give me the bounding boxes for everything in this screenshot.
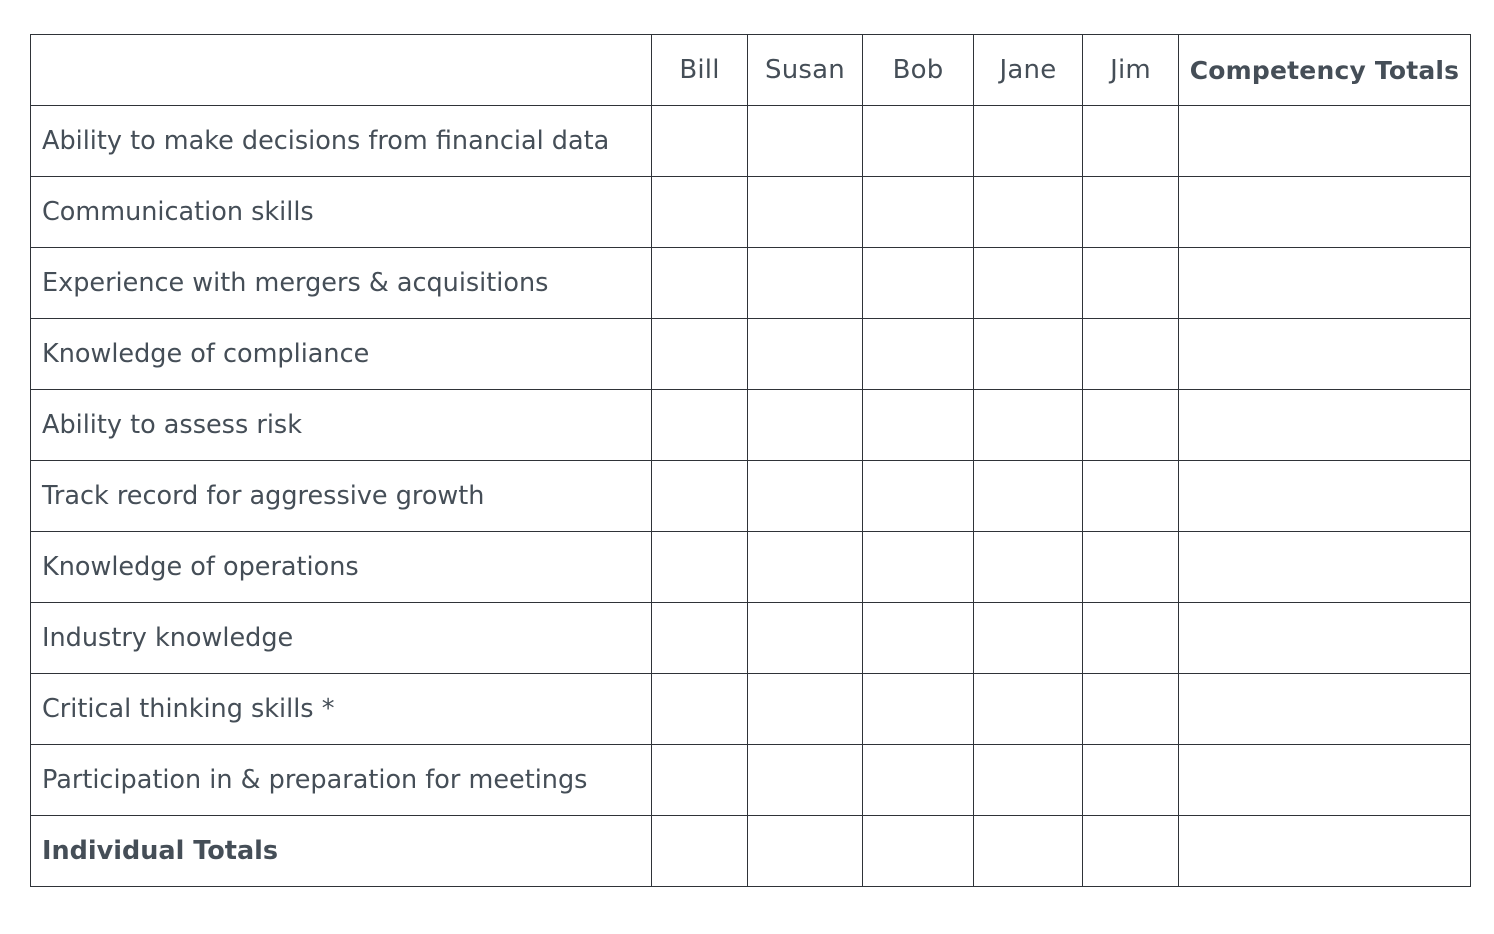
- score-cell: [1083, 461, 1179, 532]
- score-cell: [1083, 106, 1179, 177]
- score-cell: [652, 461, 748, 532]
- score-cell: [652, 532, 748, 603]
- total-cell: [1179, 461, 1471, 532]
- row-label: Critical thinking skills *: [31, 674, 652, 745]
- table-row: [31, 532, 1471, 603]
- score-cell: [1083, 603, 1179, 674]
- score-cell: [974, 745, 1083, 816]
- table-row: [31, 319, 1471, 390]
- score-cell: [652, 390, 748, 461]
- score-cell: [652, 745, 748, 816]
- individual-total-cell: [863, 816, 974, 887]
- score-cell: [748, 177, 863, 248]
- row-label: Track record for aggressive growth: [31, 461, 652, 532]
- table-row: [31, 248, 1471, 319]
- score-cell: [748, 390, 863, 461]
- header-cell-susan: Susan: [748, 35, 863, 106]
- total-cell: [1179, 603, 1471, 674]
- total-cell: [1179, 248, 1471, 319]
- header-cell-bill: Bill: [652, 35, 748, 106]
- score-cell: [974, 461, 1083, 532]
- score-cell: [974, 674, 1083, 745]
- total-cell: [1179, 532, 1471, 603]
- header-cell-bob: Bob: [863, 35, 974, 106]
- competency-matrix: [30, 34, 1471, 887]
- score-cell: [748, 248, 863, 319]
- score-cell: [748, 532, 863, 603]
- table-row: [31, 106, 1471, 177]
- score-cell: [1083, 177, 1179, 248]
- score-cell: [863, 390, 974, 461]
- row-label: Knowledge of operations: [31, 532, 652, 603]
- score-cell: [652, 248, 748, 319]
- score-cell: [974, 319, 1083, 390]
- total-cell: [1179, 674, 1471, 745]
- score-cell: [863, 319, 974, 390]
- score-cell: [748, 745, 863, 816]
- total-cell: [1179, 390, 1471, 461]
- score-cell: [1083, 390, 1179, 461]
- score-cell: [974, 177, 1083, 248]
- header-cell-competency-totals: Competency Totals: [1179, 35, 1471, 106]
- individual-total-cell: [974, 816, 1083, 887]
- header-corner-cell: [31, 35, 652, 106]
- score-cell: [974, 106, 1083, 177]
- score-cell: [748, 674, 863, 745]
- table-row: [31, 390, 1471, 461]
- score-cell: [748, 106, 863, 177]
- individual-totals-label: Individual Totals: [31, 816, 652, 887]
- score-cell: [652, 106, 748, 177]
- score-cell: [863, 461, 974, 532]
- score-cell: [863, 532, 974, 603]
- row-label: Industry knowledge: [31, 603, 652, 674]
- individual-total-cell: [748, 816, 863, 887]
- grand-total-cell: [1179, 816, 1471, 887]
- competency-table: [30, 34, 1471, 887]
- score-cell: [974, 603, 1083, 674]
- score-cell: [863, 177, 974, 248]
- score-cell: [748, 319, 863, 390]
- score-cell: [1083, 745, 1179, 816]
- score-cell: [748, 603, 863, 674]
- score-cell: [863, 603, 974, 674]
- row-label: Experience with mergers & acquisitions: [31, 248, 652, 319]
- total-cell: [1179, 319, 1471, 390]
- total-cell: [1179, 745, 1471, 816]
- score-cell: [974, 532, 1083, 603]
- total-cell: [1179, 106, 1471, 177]
- total-cell: [1179, 177, 1471, 248]
- score-cell: [863, 248, 974, 319]
- individual-total-cell: [652, 816, 748, 887]
- table-row: [31, 177, 1471, 248]
- table-row: [31, 461, 1471, 532]
- individual-total-cell: [1083, 816, 1179, 887]
- table-row: [31, 603, 1471, 674]
- score-cell: [974, 248, 1083, 319]
- header-cell-jim: Jim: [1083, 35, 1179, 106]
- header-row: [31, 35, 1471, 106]
- score-cell: [652, 674, 748, 745]
- score-cell: [1083, 532, 1179, 603]
- score-cell: [748, 461, 863, 532]
- row-label: Knowledge of compliance: [31, 319, 652, 390]
- score-cell: [1083, 248, 1179, 319]
- row-label: Participation in & preparation for meetings: [31, 745, 652, 816]
- score-cell: [863, 674, 974, 745]
- score-cell: [863, 106, 974, 177]
- row-label: Ability to assess risk: [31, 390, 652, 461]
- table-row: [31, 745, 1471, 816]
- table-row: [31, 674, 1471, 745]
- score-cell: [1083, 319, 1179, 390]
- score-cell: [863, 745, 974, 816]
- score-cell: [974, 390, 1083, 461]
- totals-row: [31, 816, 1471, 887]
- score-cell: [652, 319, 748, 390]
- row-label: Communication skills: [31, 177, 652, 248]
- score-cell: [1083, 674, 1179, 745]
- score-cell: [652, 177, 748, 248]
- row-label: Ability to make decisions from financial data: [31, 106, 652, 177]
- score-cell: [652, 603, 748, 674]
- header-cell-jane: Jane: [974, 35, 1083, 106]
